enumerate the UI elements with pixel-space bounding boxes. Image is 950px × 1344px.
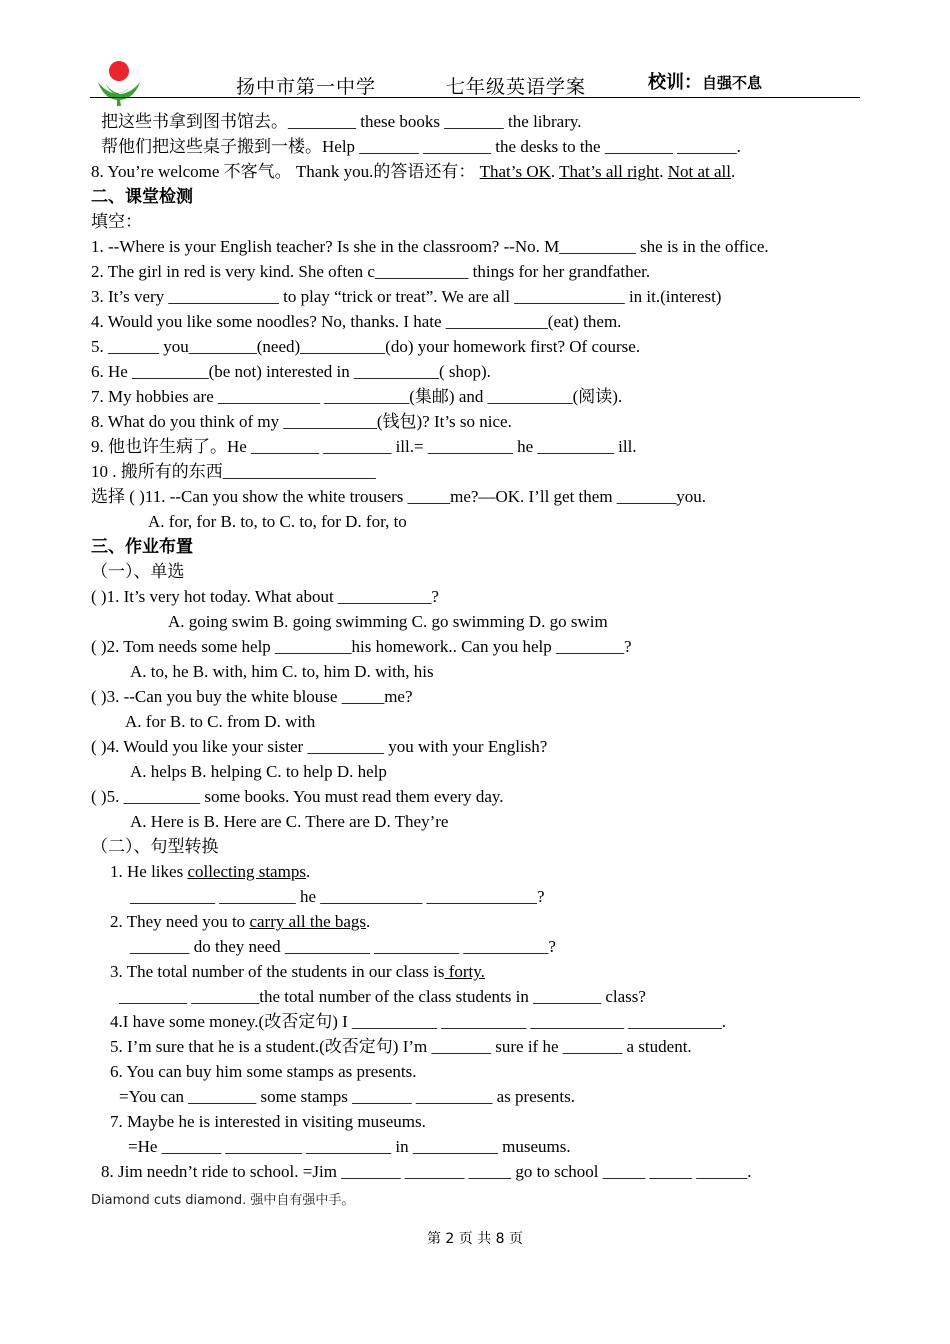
options-line: A. for B. to C. from D. with [125,712,316,731]
worksheet-title: 七年级英语学案 [446,77,587,98]
options-line: A. to, he B. with, him C. to, him D. with, his [130,662,434,681]
text-line: 8. You’re welcome 不客气。 Thank you.的答语还有： That’s OK. That’s all right. Not at all. [91,162,736,181]
answer-ok: That’s OK [479,162,551,181]
question-line: 7. My hobbies are ____________ __________(集邮) and __________(阅读). [91,387,623,406]
answer-line: _______ do they need __________ __________ __________? [130,937,556,956]
text-line: 把这些书拿到图书馆去。________ these books _______ the library. [101,112,582,131]
question-line: 选择 ( )11. --Can you show the white trousers _____me?—OK. I’ll get them _______you. [91,487,707,506]
welcome-note: 8. You’re welcome 不客气。 Thank you.的答语还有： [91,162,476,181]
question-line: ( )1. It’s very hot today. What about ___________? [91,587,439,606]
options-line: A. helps B. helping C. to help D. help [130,762,387,781]
answer-line: =He _______ _________ __________ in __________ museums. [128,1137,571,1156]
motto-label: 校训： [648,72,702,92]
school-name: 扬中市第一中学 [236,77,377,98]
underlined-phrase: forty. [444,962,485,981]
question-text: 2. They need you to [110,912,250,931]
options-line: A. for, for B. to, to C. to, for D. for, to [148,512,407,531]
question-line: 8. Jim needn’t ride to school. =Jim _______ _______ _____ go to school _____ _____ ______. [101,1162,752,1181]
header-divider [90,97,860,98]
school-motto [648,68,762,94]
question-line: 6. He _________(be not) interested in __________( shop). [91,362,491,381]
underlined-phrase: collecting stamps [187,862,306,881]
options-line: A. Here is B. Here are C. There are D. They’re [130,812,449,831]
motto-text: 自强不息 [702,76,763,92]
question-text: 1. He likes [110,862,188,881]
question-line: 2. The girl in red is very kind. She often c___________ things for her grandfather. [91,262,651,281]
answer-all-right: That’s all right [559,162,660,181]
text-line: 帮他们把这些桌子搬到一楼。Help _______ ________ the desks to the ________ _______. [101,137,741,156]
question-line: ( )5. _________ some books. You must read them every day. [91,787,504,806]
question-line: 1. --Where is your English teacher? Is she in the classroom? --No. M_________ she is in the office. [91,237,769,256]
question-line: 8. What do you think of my ___________(钱包)? It’s so nice. [91,412,512,431]
question-line: 3. It’s very _____________ to play “trick or treat”. We are all _____________ in it.(interest) [91,287,722,306]
question-line: 10 . 搬所有的东西__________________ [91,462,376,481]
answer-not-at-all: Not at all [667,162,731,181]
section-heading: 二、课堂检测 [91,187,193,206]
question-line: 5. ______ you________(need)__________(do) your homework first? Of course. [91,337,641,356]
question-line: ( )3. --Can you buy the white blouse _____me? [91,687,413,706]
question-line: 1. He likes collecting stamps. [110,862,311,881]
question-line: 6. You can buy him some stamps as presents. [110,1062,417,1081]
page-number: 第 2 页 共 8 页 [426,1231,524,1247]
question-line [110,961,485,983]
question-line: 2. They need you to carry all the bags. [110,912,371,931]
footer-proverb: Diamond cuts diamond. 强中自有强中手。 [91,1193,355,1208]
answer-line: __________ _________ he ____________ _____________? [130,887,545,906]
question-line: 7. Maybe he is interested in visiting museums. [110,1112,426,1131]
question-line: 5. I’m sure that he is a student.(改否定句) I’m _______ sure if he _______ a student. [110,1037,692,1056]
underlined-phrase: carry all the bags [249,912,367,931]
question-line: 4. Would you like some noodles? No, thanks. I hate ____________(eat) them. [91,312,622,331]
answer-line: =You can ________ some stamps _______ _________ as presents. [119,1087,575,1106]
question-text: 3. The total number of the students in our class is [110,962,445,981]
question-line: ( )2. Tom needs some help _________his homework.. Can you help ________? [91,637,632,656]
subheading: 填空： [91,212,142,231]
question-line: 4.I have some money.(改否定句) I __________ __________ ___________ ___________. [110,1012,727,1031]
answer-line: ________ ________the total number of the class students in ________ class? [119,987,646,1006]
section-heading: 三、作业布置 [91,537,193,556]
question-line: 9. 他也许生病了。He ________ ________ ill.= __________ he _________ ill. [91,437,637,456]
school-logo-icon [96,60,142,106]
question-line: ( )4. Would you like your sister _________ you with your English? [91,737,548,756]
options-line: A. going swim B. going swimming C. go swimming D. go swim [168,612,608,631]
subheading: （一）、单选 [91,562,185,581]
subheading: （二）、句型转换 [91,837,219,856]
